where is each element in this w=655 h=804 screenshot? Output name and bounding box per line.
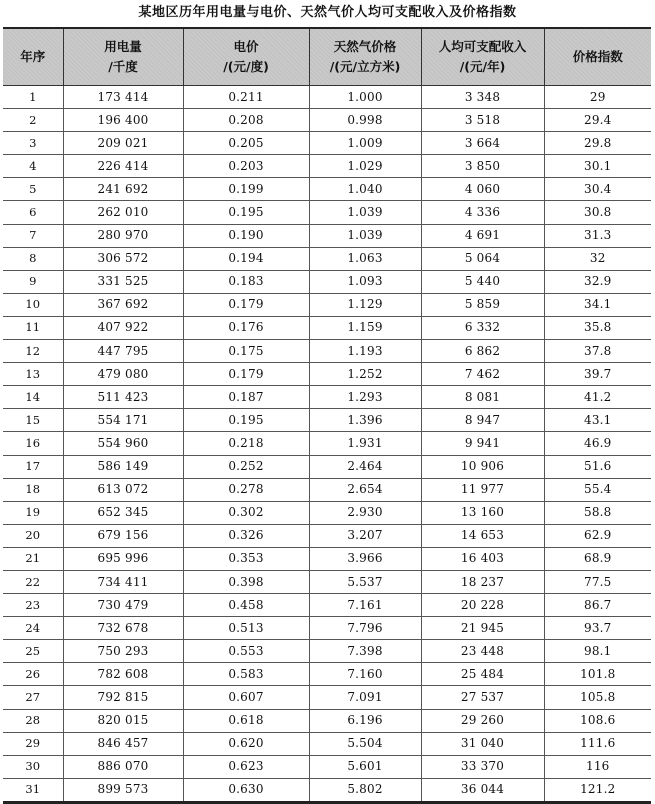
cell-electricity-usage: 846 457 — [63, 732, 183, 755]
cell-price-index: 41.2 — [544, 386, 651, 409]
cell-year-index: 20 — [3, 524, 63, 547]
cell-electricity-usage: 679 156 — [63, 524, 183, 547]
cell-disposable-income: 6 332 — [421, 316, 544, 339]
cell-price-index: 43.1 — [544, 409, 651, 432]
cell-year-index: 9 — [3, 270, 63, 293]
cell-price-index: 116 — [544, 755, 651, 778]
cell-gas-price: 7.161 — [309, 594, 421, 617]
cell-disposable-income: 4 336 — [421, 201, 544, 224]
cell-year-index: 25 — [3, 640, 63, 663]
cell-year-index: 2 — [3, 109, 63, 132]
cell-disposable-income: 3 518 — [421, 109, 544, 132]
cell-electricity-price: 0.278 — [183, 478, 309, 501]
cell-electricity-price: 0.179 — [183, 363, 309, 386]
cell-disposable-income: 33 370 — [421, 755, 544, 778]
cell-electricity-usage: 899 573 — [63, 778, 183, 802]
cell-electricity-price: 0.183 — [183, 270, 309, 293]
cell-electricity-price: 0.607 — [183, 686, 309, 709]
cell-year-index: 13 — [3, 363, 63, 386]
header-line: 人均可支配收入 — [438, 39, 527, 54]
table-row — [3, 409, 651, 432]
table-row — [3, 224, 651, 247]
cell-disposable-income: 6 862 — [421, 340, 544, 363]
table-title: 某地区历年用电量与电价、天然气价人均可支配收入及价格指数 — [138, 5, 517, 20]
cell-price-index: 68.9 — [544, 547, 651, 570]
cell-electricity-price: 0.208 — [183, 109, 309, 132]
header-line: 电价 — [233, 39, 259, 54]
table-row — [3, 478, 651, 501]
cell-gas-price: 6.196 — [309, 709, 421, 732]
cell-electricity-usage: 407 922 — [63, 316, 183, 339]
cell-gas-price: 5.504 — [309, 732, 421, 755]
cell-electricity-usage: 262 010 — [63, 201, 183, 224]
cell-electricity-usage: 280 970 — [63, 224, 183, 247]
cell-electricity-usage: 479 080 — [63, 363, 183, 386]
cell-price-index: 93.7 — [544, 617, 651, 640]
cell-year-index: 6 — [3, 201, 63, 224]
cell-electricity-price: 0.353 — [183, 547, 309, 570]
table-header — [3, 28, 651, 86]
cell-year-index: 15 — [3, 409, 63, 432]
table-row — [3, 640, 651, 663]
header-unit: /(元/立方米) — [329, 59, 401, 74]
table-row — [3, 316, 651, 339]
cell-gas-price: 1.193 — [309, 340, 421, 363]
cell-disposable-income: 16 403 — [421, 547, 544, 570]
cell-electricity-usage: 173 414 — [63, 86, 183, 109]
cell-year-index: 18 — [3, 478, 63, 501]
table-row — [3, 663, 651, 686]
cell-gas-price: 1.129 — [309, 293, 421, 316]
table-row — [3, 709, 651, 732]
cell-year-index: 10 — [3, 293, 63, 316]
cell-gas-price: 5.537 — [309, 570, 421, 593]
cell-disposable-income: 4 060 — [421, 178, 544, 201]
header-year-index — [3, 28, 63, 86]
cell-year-index: 16 — [3, 432, 63, 455]
cell-disposable-income: 3 850 — [421, 155, 544, 178]
cell-price-index: 31.3 — [544, 224, 651, 247]
header-unit: /(元/年) — [459, 59, 506, 74]
cell-price-index: 34.1 — [544, 293, 651, 316]
cell-electricity-usage: 732 678 — [63, 617, 183, 640]
header-disposable-income — [421, 28, 544, 86]
cell-disposable-income: 23 448 — [421, 640, 544, 663]
cell-electricity-price: 0.513 — [183, 617, 309, 640]
cell-price-index: 39.7 — [544, 363, 651, 386]
cell-electricity-price: 0.176 — [183, 316, 309, 339]
cell-disposable-income: 36 044 — [421, 778, 544, 802]
cell-gas-price: 3.207 — [309, 524, 421, 547]
cell-price-index: 55.4 — [544, 478, 651, 501]
cell-year-index: 11 — [3, 316, 63, 339]
table-row — [3, 594, 651, 617]
cell-year-index: 27 — [3, 686, 63, 709]
cell-electricity-usage: 782 608 — [63, 663, 183, 686]
table-row — [3, 732, 651, 755]
cell-electricity-price: 0.252 — [183, 455, 309, 478]
table-row — [3, 109, 651, 132]
data-table — [3, 27, 651, 804]
cell-disposable-income: 4 691 — [421, 224, 544, 247]
cell-price-index: 37.8 — [544, 340, 651, 363]
table-row — [3, 570, 651, 593]
cell-electricity-usage: 511 423 — [63, 386, 183, 409]
cell-year-index: 14 — [3, 386, 63, 409]
cell-electricity-price: 0.398 — [183, 570, 309, 593]
cell-price-index: 29 — [544, 86, 651, 109]
table-row — [3, 432, 651, 455]
cell-disposable-income: 5 859 — [421, 293, 544, 316]
cell-electricity-price: 0.302 — [183, 501, 309, 524]
header-line: 年序 — [20, 49, 46, 64]
cell-electricity-usage: 447 795 — [63, 340, 183, 363]
cell-electricity-price: 0.205 — [183, 132, 309, 155]
cell-electricity-price: 0.623 — [183, 755, 309, 778]
cell-electricity-usage: 554 960 — [63, 432, 183, 455]
cell-price-index: 111.6 — [544, 732, 651, 755]
cell-electricity-usage: 695 996 — [63, 547, 183, 570]
cell-year-index: 28 — [3, 709, 63, 732]
cell-price-index: 29.4 — [544, 109, 651, 132]
cell-disposable-income: 7 462 — [421, 363, 544, 386]
cell-gas-price: 1.293 — [309, 386, 421, 409]
cell-gas-price: 1.063 — [309, 247, 421, 270]
header-row — [3, 28, 651, 86]
cell-electricity-usage: 586 149 — [63, 455, 183, 478]
cell-electricity-usage: 613 072 — [63, 478, 183, 501]
cell-price-index: 30.1 — [544, 155, 651, 178]
cell-disposable-income: 27 537 — [421, 686, 544, 709]
cell-electricity-price: 0.179 — [183, 293, 309, 316]
cell-disposable-income: 3 664 — [421, 132, 544, 155]
cell-year-index: 3 — [3, 132, 63, 155]
cell-electricity-price: 0.203 — [183, 155, 309, 178]
cell-year-index: 29 — [3, 732, 63, 755]
cell-electricity-usage: 792 815 — [63, 686, 183, 709]
cell-price-index: 101.8 — [544, 663, 651, 686]
cell-year-index: 30 — [3, 755, 63, 778]
cell-year-index: 12 — [3, 340, 63, 363]
header-electricity-usage — [63, 28, 183, 86]
cell-price-index: 30.4 — [544, 178, 651, 201]
cell-year-index: 5 — [3, 178, 63, 201]
table-row — [3, 686, 651, 709]
table-body — [3, 86, 651, 803]
table-row — [3, 363, 651, 386]
cell-gas-price: 1.009 — [309, 132, 421, 155]
header-unit: /(元/度) — [223, 59, 269, 74]
cell-disposable-income: 8 947 — [421, 409, 544, 432]
header-price-index — [544, 28, 651, 86]
cell-gas-price: 1.252 — [309, 363, 421, 386]
cell-electricity-usage: 886 070 — [63, 755, 183, 778]
cell-gas-price: 2.930 — [309, 501, 421, 524]
cell-year-index: 8 — [3, 247, 63, 270]
cell-gas-price: 1.029 — [309, 155, 421, 178]
cell-electricity-price: 0.326 — [183, 524, 309, 547]
cell-electricity-price: 0.620 — [183, 732, 309, 755]
table-row — [3, 547, 651, 570]
cell-gas-price: 1.159 — [309, 316, 421, 339]
cell-gas-price: 7.160 — [309, 663, 421, 686]
cell-gas-price: 1.040 — [309, 178, 421, 201]
cell-price-index: 30.8 — [544, 201, 651, 224]
cell-disposable-income: 5 440 — [421, 270, 544, 293]
cell-price-index: 62.9 — [544, 524, 651, 547]
cell-electricity-usage: 554 171 — [63, 409, 183, 432]
cell-electricity-usage: 306 572 — [63, 247, 183, 270]
table-row — [3, 178, 651, 201]
cell-gas-price: 1.039 — [309, 201, 421, 224]
table-row — [3, 524, 651, 547]
cell-disposable-income: 11 977 — [421, 478, 544, 501]
cell-year-index: 1 — [3, 86, 63, 109]
cell-gas-price: 1.039 — [309, 224, 421, 247]
cell-price-index: 105.8 — [544, 686, 651, 709]
cell-electricity-price: 0.194 — [183, 247, 309, 270]
cell-gas-price: 7.398 — [309, 640, 421, 663]
cell-gas-price: 1.000 — [309, 86, 421, 109]
cell-electricity-usage: 331 525 — [63, 270, 183, 293]
cell-disposable-income: 25 484 — [421, 663, 544, 686]
cell-electricity-usage: 367 692 — [63, 293, 183, 316]
cell-year-index: 19 — [3, 501, 63, 524]
cell-disposable-income: 3 348 — [421, 86, 544, 109]
cell-disposable-income: 9 941 — [421, 432, 544, 455]
cell-price-index: 86.7 — [544, 594, 651, 617]
cell-electricity-price: 0.618 — [183, 709, 309, 732]
header-line: 天然气价格 — [333, 39, 397, 54]
cell-price-index: 121.2 — [544, 778, 651, 802]
table-row — [3, 155, 651, 178]
cell-electricity-usage: 820 015 — [63, 709, 183, 732]
cell-electricity-usage: 750 293 — [63, 640, 183, 663]
cell-electricity-price: 0.195 — [183, 201, 309, 224]
table-row — [3, 86, 651, 109]
cell-price-index: 35.8 — [544, 316, 651, 339]
cell-year-index: 7 — [3, 224, 63, 247]
cell-disposable-income: 21 945 — [421, 617, 544, 640]
cell-price-index: 98.1 — [544, 640, 651, 663]
cell-disposable-income: 20 228 — [421, 594, 544, 617]
header-line: 价格指数 — [572, 49, 623, 64]
cell-gas-price: 1.396 — [309, 409, 421, 432]
cell-electricity-usage: 209 021 — [63, 132, 183, 155]
cell-disposable-income: 8 081 — [421, 386, 544, 409]
table-row — [3, 201, 651, 224]
cell-disposable-income: 31 040 — [421, 732, 544, 755]
table-row — [3, 340, 651, 363]
cell-disposable-income: 5 064 — [421, 247, 544, 270]
cell-price-index: 108.6 — [544, 709, 651, 732]
table-row — [3, 778, 651, 802]
cell-electricity-price: 0.211 — [183, 86, 309, 109]
cell-price-index: 46.9 — [544, 432, 651, 455]
table-row — [3, 270, 651, 293]
cell-gas-price: 3.966 — [309, 547, 421, 570]
table-row — [3, 132, 651, 155]
table-row — [3, 386, 651, 409]
table-row — [3, 293, 651, 316]
cell-year-index: 26 — [3, 663, 63, 686]
cell-electricity-price: 0.583 — [183, 663, 309, 686]
cell-disposable-income: 18 237 — [421, 570, 544, 593]
cell-disposable-income: 29 260 — [421, 709, 544, 732]
table-row — [3, 247, 651, 270]
cell-disposable-income: 13 160 — [421, 501, 544, 524]
table-row — [3, 617, 651, 640]
table-row — [3, 501, 651, 524]
cell-price-index: 29.8 — [544, 132, 651, 155]
table-row — [3, 455, 651, 478]
cell-price-index: 77.5 — [544, 570, 651, 593]
cell-electricity-usage: 734 411 — [63, 570, 183, 593]
cell-price-index: 51.6 — [544, 455, 651, 478]
header-line: 用电量 — [104, 39, 142, 54]
cell-gas-price: 0.998 — [309, 109, 421, 132]
cell-electricity-price: 0.187 — [183, 386, 309, 409]
cell-gas-price: 1.093 — [309, 270, 421, 293]
cell-electricity-price: 0.218 — [183, 432, 309, 455]
cell-electricity-price: 0.199 — [183, 178, 309, 201]
cell-electricity-price: 0.458 — [183, 594, 309, 617]
header-gas-price — [309, 28, 421, 86]
cell-gas-price: 2.464 — [309, 455, 421, 478]
cell-electricity-price: 0.630 — [183, 778, 309, 802]
cell-price-index: 32 — [544, 247, 651, 270]
table-row — [3, 755, 651, 778]
cell-gas-price: 5.601 — [309, 755, 421, 778]
cell-disposable-income: 14 653 — [421, 524, 544, 547]
cell-gas-price: 7.091 — [309, 686, 421, 709]
cell-electricity-usage: 226 414 — [63, 155, 183, 178]
cell-year-index: 23 — [3, 594, 63, 617]
cell-price-index: 58.8 — [544, 501, 651, 524]
cell-gas-price: 5.802 — [309, 778, 421, 802]
cell-electricity-price: 0.195 — [183, 409, 309, 432]
cell-gas-price: 7.796 — [309, 617, 421, 640]
cell-electricity-usage: 196 400 — [63, 109, 183, 132]
cell-year-index: 22 — [3, 570, 63, 593]
cell-year-index: 17 — [3, 455, 63, 478]
header-unit: /千度 — [108, 59, 138, 74]
cell-electricity-price: 0.190 — [183, 224, 309, 247]
cell-electricity-price: 0.175 — [183, 340, 309, 363]
cell-electricity-usage: 730 479 — [63, 594, 183, 617]
cell-electricity-price: 0.553 — [183, 640, 309, 663]
cell-gas-price: 2.654 — [309, 478, 421, 501]
cell-year-index: 31 — [3, 778, 63, 802]
cell-electricity-usage: 241 692 — [63, 178, 183, 201]
cell-disposable-income: 10 906 — [421, 455, 544, 478]
cell-price-index: 32.9 — [544, 270, 651, 293]
cell-gas-price: 1.931 — [309, 432, 421, 455]
cell-year-index: 21 — [3, 547, 63, 570]
header-electricity-price — [183, 28, 309, 86]
cell-year-index: 4 — [3, 155, 63, 178]
cell-electricity-usage: 652 345 — [63, 501, 183, 524]
cell-year-index: 24 — [3, 617, 63, 640]
